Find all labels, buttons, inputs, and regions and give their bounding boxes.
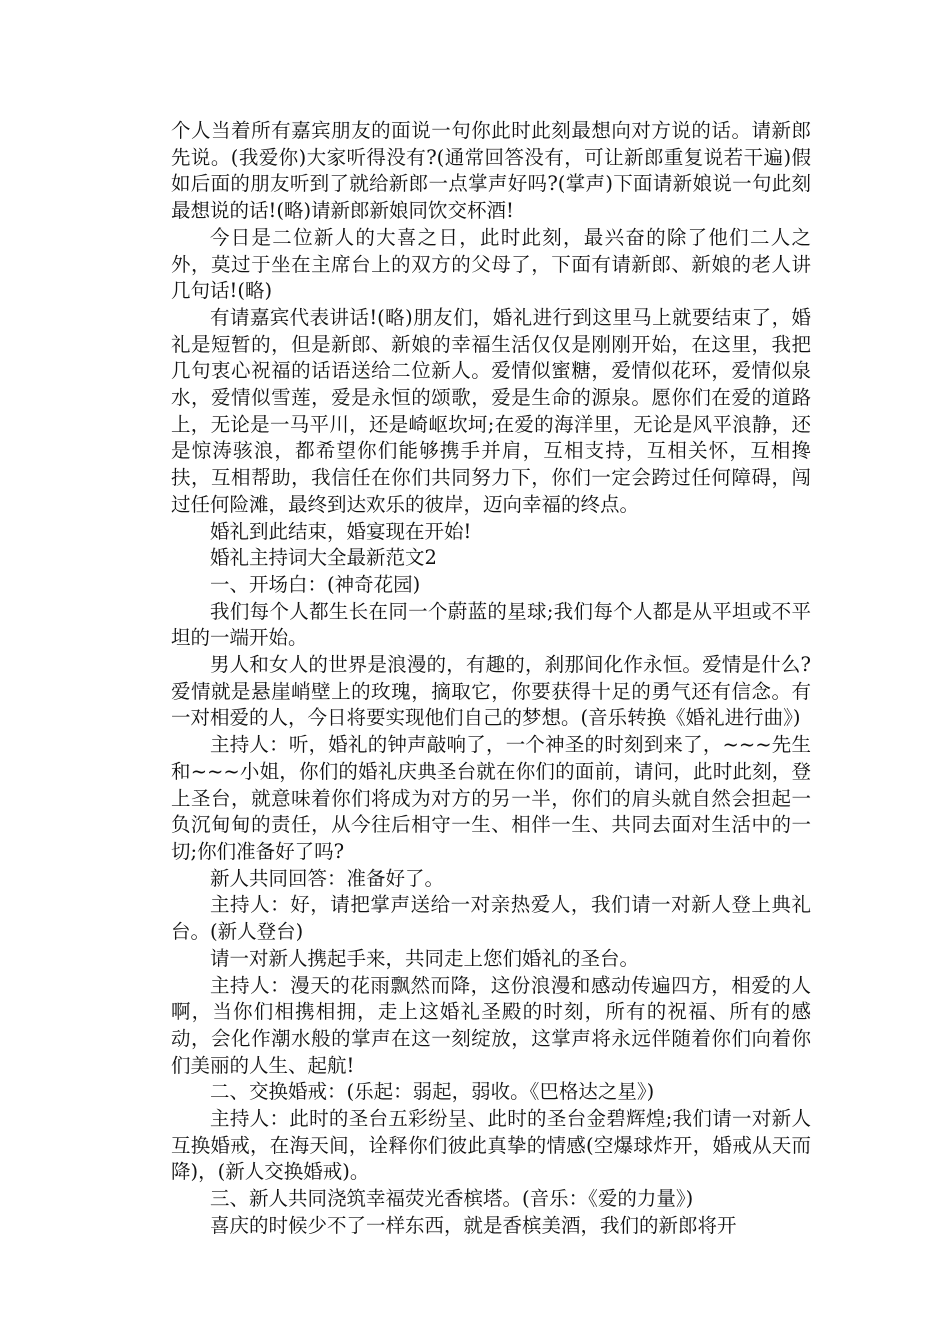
paragraph-13: 主持人：漫天的花雨飘然而降，这份浪漫和感动传遍四方，相爱的人啊，当你们相携相拥，走上这婚礼圣殿的时刻，所有的祝福、所有的感动，会化作潮水般的掌声在这一刻绽放，这掌声将永远伴随着你们向着你们美丽的人生、起航!: [171, 973, 811, 1077]
paragraph-3: 有请嘉宾代表讲话!(略)朋友们，婚礼进行到这里马上就要结束了，婚礼是短暂的，但是新郎、新娘的幸福生活仅仅是刚刚开始，在这里，我把几句衷心祝福的话语送给二位新人。爱情似蜜糖，爱情似花环，爱情似泉水，爱情似雪莲，爱是永恒的颂歌，爱是生命的源泉。愿你们在爱的道路上，无论是一马平川，还是崎岖坎坷;在爱的海洋里，无论是风平浪静，还是惊涛骇浪，都希望你们能够携手并肩，互相支持，互相关怀，互相搀扶，互相帮助，我信任在你们共同努力下，你们一定会跨过任何障碍，闯过任何险滩，最终到达欢乐的彼岸，迈向幸福的终点。: [171, 305, 811, 516]
paragraph-9: 主持人：听，婚礼的钟声敲响了，一个神圣的时刻到来了，~~~先生和~~~小姐，你们的婚礼庆典圣台就在你们的面前，请问，此时此刻，登上圣台，就意味着你们将成为对方的另一半，你们的肩头就自然会担起一负沉甸甸的责任，从今往后相守一生、相伴一生、共同去面对生活中的一切;你们准备好了吗?: [171, 733, 811, 863]
paragraph-11: 主持人：好，请把掌声送给一对亲热爱人，我们请一对新人登上典礼台。(新人登台): [171, 893, 811, 944]
paragraph-1: 个人当着所有嘉宾朋友的面说一句你此时此刻最想向对方说的话。请新郎先说。(我爱你)大家听得没有?(通常回答没有，可让新郎重复说若干遍)假如后面的朋友听到了就给新郎一点掌声好吗?(掌声)下面请新娘说一句此刻最想说的话!(略)请新郎新娘同饮交杯酒!: [171, 119, 811, 223]
subheading-opening: 一、开场白：(神奇花园): [210, 572, 421, 596]
paragraph-2: 今日是二位新人的大喜之日，此时此刻，最兴奋的除了他们二人之外，莫过于坐在主席台上的双方的父母了，下面有请新郎、新娘的老人讲几句话!(略): [171, 225, 811, 303]
paragraph-7: 我们每个人都生长在同一个蔚蓝的星球;我们每个人都是从平坦或不平坦的一端开始。: [171, 599, 811, 650]
paragraph-15: 主持人：此时的圣台五彩纷呈、此时的圣台金碧辉煌;我们请一对新人互换婚戒，在海天间，诠释你们彼此真挚的情感(空爆球炸开，婚戒从天而降)，(新人交换婚戒)。: [171, 1107, 811, 1184]
paragraph-17: 喜庆的时候少不了一样东西，就是香槟美酒，我们的新郎将开: [210, 1213, 737, 1237]
section-heading-2: 婚礼主持词大全最新范文2: [210, 546, 437, 570]
paragraph-10: 新人共同回答：准备好了。: [210, 866, 445, 890]
paragraph-8: 男人和女人的世界是浪漫的，有趣的，刹那间化作永恒。爱情是什么?爱情就是悬崖峭壁上的玫瑰，摘取它，你要获得十足的勇气还有信念。有一对相爱的人，今日将要实现他们自己的梦想。(音乐转换《婚礼进行曲》): [171, 653, 811, 730]
subheading-champagne-tower: 三、新人共同浇筑幸福荧光香槟塔。(音乐：《爱的力量》): [210, 1187, 694, 1211]
paragraph-4: 婚礼到此结束，婚宴现在开始!: [210, 519, 472, 543]
paragraph-12: 请一对新人携起手来，共同走上您们婚礼的圣台。: [210, 946, 640, 970]
document-page: [171, 118, 811, 1240]
subheading-ring-exchange: 二、交换婚戒：(乐起：弱起，弱收。《巴格达之星》): [210, 1080, 655, 1104]
